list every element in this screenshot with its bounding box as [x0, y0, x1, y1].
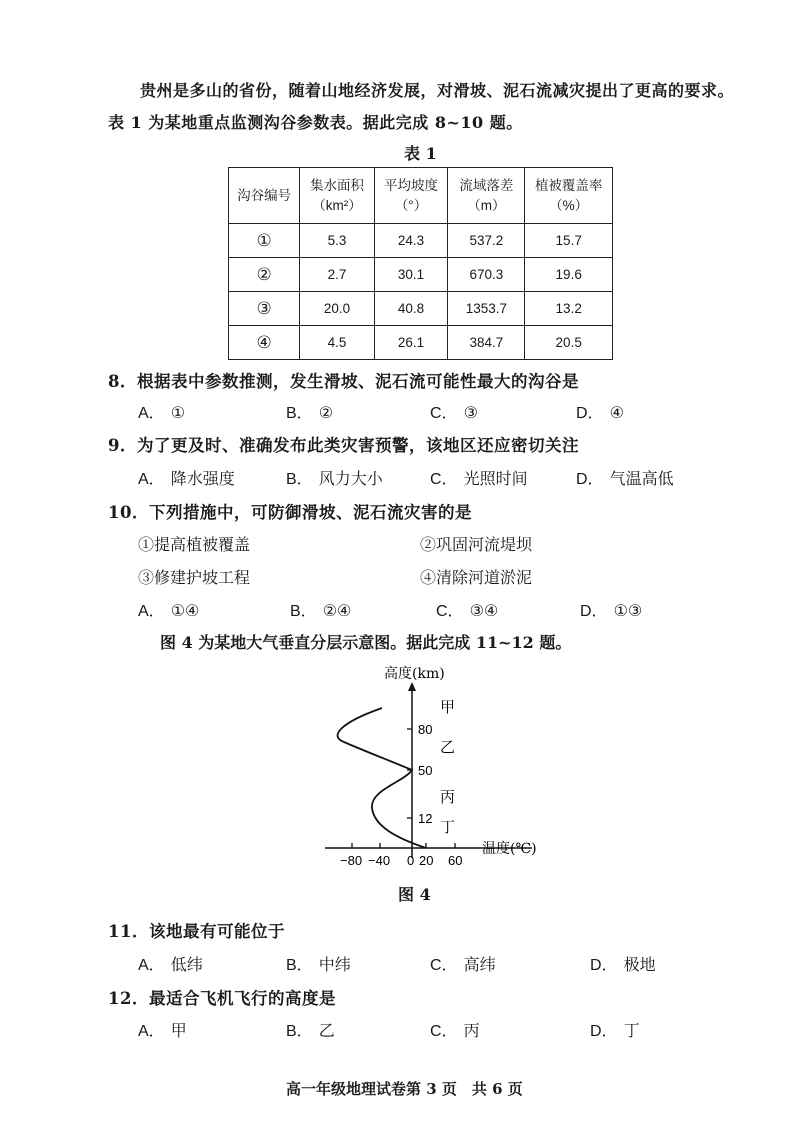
question-10-item-4: ④清除河道淤泥 — [420, 568, 533, 587]
question-11-stem: 11．该地最有可能位于 — [108, 922, 285, 941]
atmosphere-layer-diagram — [300, 660, 560, 870]
x-tick-label-20: 20 — [419, 853, 434, 868]
figure-caption: 图 4 — [398, 885, 431, 904]
question-11-option-c[interactable]: C． 高纬 — [430, 955, 496, 974]
table-cell: 30.1 — [374, 258, 448, 292]
table-cell: 24.3 — [374, 224, 448, 258]
table-header-cell: 流域落差 （m） — [448, 168, 525, 224]
question-10-stem: 10．下列措施中，可防御滑坡、泥石流灾害的是 — [108, 503, 472, 522]
question-9-option-b[interactable]: B． 风力大小 — [286, 469, 383, 488]
x-tick-label-0: 0 — [407, 853, 415, 868]
table-cell: 1353.7 — [448, 292, 525, 326]
page-footer: 高一年级地理试卷第 3 页 共 6 页 — [286, 1080, 523, 1098]
table-cell: 40.8 — [374, 292, 448, 326]
table-cell: ④ — [229, 326, 300, 360]
table-cell: ① — [229, 224, 300, 258]
table-cell: 670.3 — [448, 258, 525, 292]
question-12-stem: 12．最适合飞机飞行的高度是 — [108, 989, 336, 1008]
question-9-stem: 9．为了更及时、准确发布此类灾害预警，该地区还应密切关注 — [108, 436, 579, 455]
layer-label-ding: 丁 — [440, 818, 456, 836]
question-10-option-a[interactable]: A． ①④ — [138, 601, 200, 620]
layer-label-bing: 丙 — [440, 788, 456, 806]
y-tick-label-80: 80 — [418, 722, 433, 737]
table-cell: 19.6 — [525, 258, 613, 292]
y-axis-title: 高度(km) — [384, 666, 445, 682]
question-9-option-a[interactable]: A． 降水强度 — [138, 469, 235, 488]
table-cell: 20.5 — [525, 326, 613, 360]
question-12-option-b[interactable]: B． 乙 — [286, 1021, 335, 1040]
table-cell: 2.7 — [300, 258, 374, 292]
table-cell: 537.2 — [448, 224, 525, 258]
question-8-option-a[interactable]: A． ① — [138, 403, 186, 422]
table-cell: 384.7 — [448, 326, 525, 360]
question-12-option-a[interactable]: A． 甲 — [138, 1021, 187, 1040]
table-cell: 15.7 — [525, 224, 613, 258]
question-8-option-d[interactable]: D． ④ — [576, 403, 624, 422]
table-caption: 表 1 — [404, 144, 437, 163]
intro-line-2: 表 1 为某地重点监测沟谷参数表。据此完成 8~10 题。 — [108, 113, 523, 132]
figure-intro: 图 4 为某地大气垂直分层示意图。据此完成 11~12 题。 — [160, 633, 572, 652]
question-11-option-b[interactable]: B． 中纬 — [286, 955, 351, 974]
question-9-option-d[interactable]: D． 气温高低 — [576, 469, 674, 488]
table-header-cell: 沟谷编号 — [229, 168, 300, 224]
y-tick-label-50: 50 — [418, 763, 433, 778]
table-cell: 4.5 — [300, 326, 374, 360]
x-tick-label-minus80: −80 — [340, 853, 363, 868]
table-cell: ② — [229, 258, 300, 292]
question-10-option-c[interactable]: C． ③④ — [436, 601, 499, 620]
y-axis-arrow-icon — [408, 682, 416, 691]
table-cell: 5.3 — [300, 224, 374, 258]
question-8-option-c[interactable]: C． ③ — [430, 403, 478, 422]
gully-parameter-table — [228, 167, 613, 360]
table-header-cell: 平均坡度 （°） — [374, 168, 448, 224]
x-tick-label-minus40: −40 — [368, 853, 391, 868]
question-10-item-2: ②巩固河流堤坝 — [420, 535, 533, 554]
table-row — [229, 326, 613, 360]
table-header-cell: 植被覆盖率 （%） — [525, 168, 613, 224]
y-tick-label-12: 12 — [418, 811, 433, 826]
question-11-option-a[interactable]: A． 低纬 — [138, 955, 203, 974]
intro-line-1: 贵州是多山的省份，随着山地经济发展，对滑坡、泥石流减灾提出了更高的要求。 — [140, 81, 735, 100]
x-axis-title: 温度(℃) — [482, 841, 537, 857]
table-cell: ③ — [229, 292, 300, 326]
question-10-option-b[interactable]: B． ②④ — [290, 601, 352, 620]
x-tick-label-60: 60 — [448, 853, 463, 868]
table-row — [229, 258, 613, 292]
table-header-row — [229, 168, 613, 224]
question-8-option-b[interactable]: B． ② — [286, 403, 334, 422]
table-cell: 26.1 — [374, 326, 448, 360]
question-9-option-c[interactable]: C． 光照时间 — [430, 469, 528, 488]
question-10-item-3: ③修建护坡工程 — [138, 568, 251, 587]
table-cell: 20.0 — [300, 292, 374, 326]
table-row — [229, 292, 613, 326]
question-11-option-d[interactable]: D． 极地 — [590, 955, 656, 974]
question-10-item-1: ①提高植被覆盖 — [138, 535, 251, 554]
question-12-option-d[interactable]: D． 丁 — [590, 1021, 640, 1040]
question-10-option-d[interactable]: D． ①③ — [580, 601, 643, 620]
table-header-cell: 集水面积 （km²） — [300, 168, 374, 224]
question-8-stem: 8．根据表中参数推测，发生滑坡、泥石流可能性最大的沟谷是 — [108, 372, 579, 391]
table-cell: 13.2 — [525, 292, 613, 326]
layer-label-jia: 甲 — [440, 698, 456, 716]
table-row — [229, 224, 613, 258]
layer-label-yi: 乙 — [440, 738, 456, 756]
question-12-option-c[interactable]: C． 丙 — [430, 1021, 480, 1040]
